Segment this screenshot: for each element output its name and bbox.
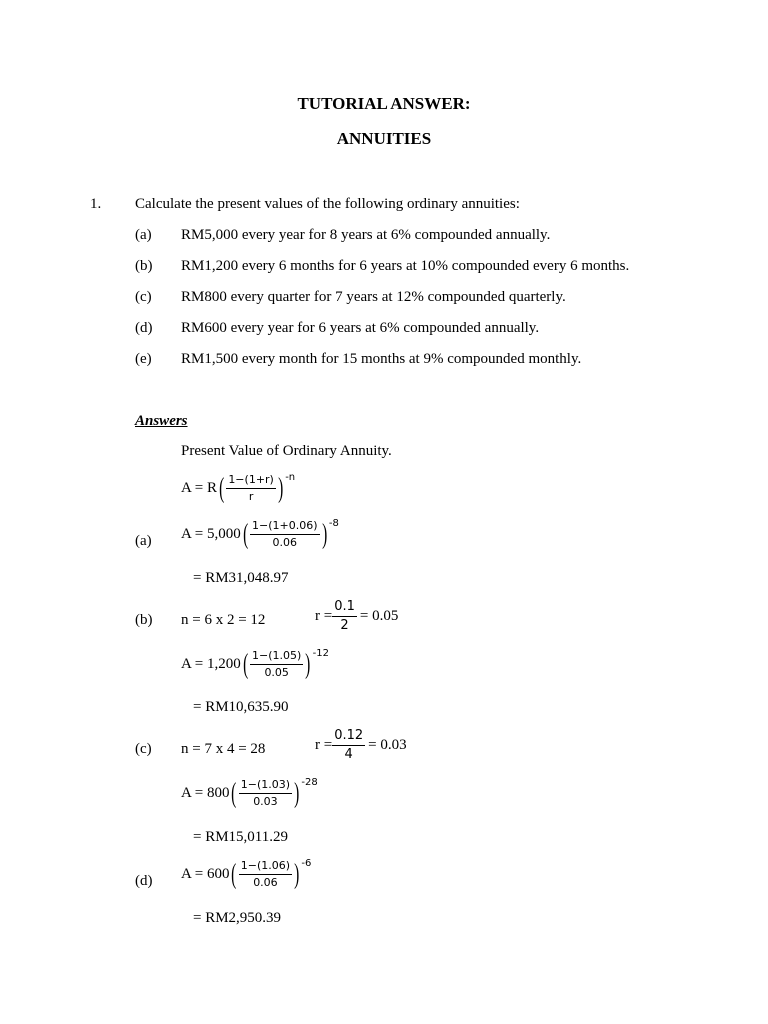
formula-denominator: 0.03 [253,795,278,809]
question-text: Calculate the present values of the following ordinary annuities: [135,196,520,212]
formula-exponent: -6 [301,858,312,869]
right-paren: ) [294,858,300,890]
formula-exponent: -28 [301,777,318,788]
answers-intro: Present Value of Ordinary Annuity. [181,443,392,459]
left-paren: ( [231,777,237,809]
question-item-label: (d) [135,320,153,336]
question-item-label: (e) [135,351,152,367]
answers-heading: Answers [135,413,188,429]
question-item-text: RM5,000 every year for 8 years at 6% compounded annually. [181,227,551,243]
formula-numerator: 1−(1.06) [239,860,292,875]
r-numerator: 0.12 [332,729,365,746]
part-b-result: = RM10,635.90 [193,699,289,715]
right-paren: ) [305,648,311,680]
formula-fraction [250,520,320,549]
question-number: 1. [90,196,102,212]
formula-exponent: -8 [328,518,339,529]
right-paren: ) [277,472,284,504]
right-paren: ) [294,777,300,809]
formula-denominator: 0.05 [264,666,289,680]
r-result: = 0.05 [359,608,399,625]
part-b-formula [181,650,329,679]
formula-fraction [239,860,292,889]
formula-numerator: 1−(1.03) [239,779,292,794]
part-a-result: = RM31,048.97 [193,570,289,586]
question-item-text: RM1,500 every month for 15 months at 9% compounded monthly. [181,351,582,367]
formula-fraction [250,650,303,679]
formula-denominator: r [248,490,254,504]
left-paren: ( [219,472,225,504]
formula-exponent: -n [285,472,296,483]
part-c-label: (c) [135,741,152,757]
part-c-n: n = 7 x 4 = 28 [181,741,266,757]
question-item-text: RM800 every quarter for 7 years at 12% compounded quarterly. [181,289,566,305]
part-c-result: = RM15,011.29 [193,829,288,845]
r-denominator: 2 [340,618,349,634]
formula-prefix: A = 800 [181,785,230,802]
part-b-r [315,600,398,634]
part-a-label: (a) [135,533,152,549]
left-paren: ( [242,518,248,550]
formula-numerator: 1−(1+r) [226,474,276,489]
part-a-formula [181,520,339,549]
right-paren: ) [321,518,327,550]
r-denominator: 4 [344,747,353,763]
formula-prefix: A = 600 [181,866,230,883]
r-prefix: r = [315,608,333,625]
formula-prefix: A = 1,200 [181,656,241,673]
formula-prefix: A = R [181,480,217,497]
formula-denominator: 0.06 [253,876,278,890]
question-item-text: RM600 every year for 6 years at 6% compounded annually. [181,320,540,336]
question-item-label: (b) [135,258,153,274]
part-b-n: n = 6 x 2 = 12 [181,612,266,628]
r-result: = 0.03 [368,737,407,754]
part-c-r [315,729,407,763]
page-title: TUTORIAL ANSWER: [297,94,471,113]
r-fraction [332,729,365,763]
r-fraction [332,600,357,634]
formula-exponent: -12 [312,648,330,659]
r-numerator: 0.1 [332,600,357,617]
left-paren: ( [231,858,237,890]
question-item-label: (a) [135,227,152,243]
page-subtitle: ANNUITIES [336,129,432,148]
formula-prefix: A = 5,000 [181,526,241,543]
left-paren: ( [242,648,248,680]
formula-fraction [226,474,276,503]
question-item-text: RM1,200 every 6 months for 6 years at 10% compounded every 6 months. [181,258,630,274]
formula-denominator: 0.06 [272,536,298,550]
part-b-label: (b) [135,612,153,628]
general-formula [181,474,295,503]
part-d-label: (d) [135,873,153,889]
r-prefix: r = [315,737,333,754]
question-item-label: (c) [135,289,152,305]
part-d-result: = RM2,950.39 [193,910,282,926]
formula-fraction [239,779,292,808]
part-d-formula [181,860,311,889]
part-c-formula [181,779,318,808]
formula-numerator: 1−(1+0.06) [250,520,320,535]
formula-numerator: 1−(1.05) [250,650,303,665]
